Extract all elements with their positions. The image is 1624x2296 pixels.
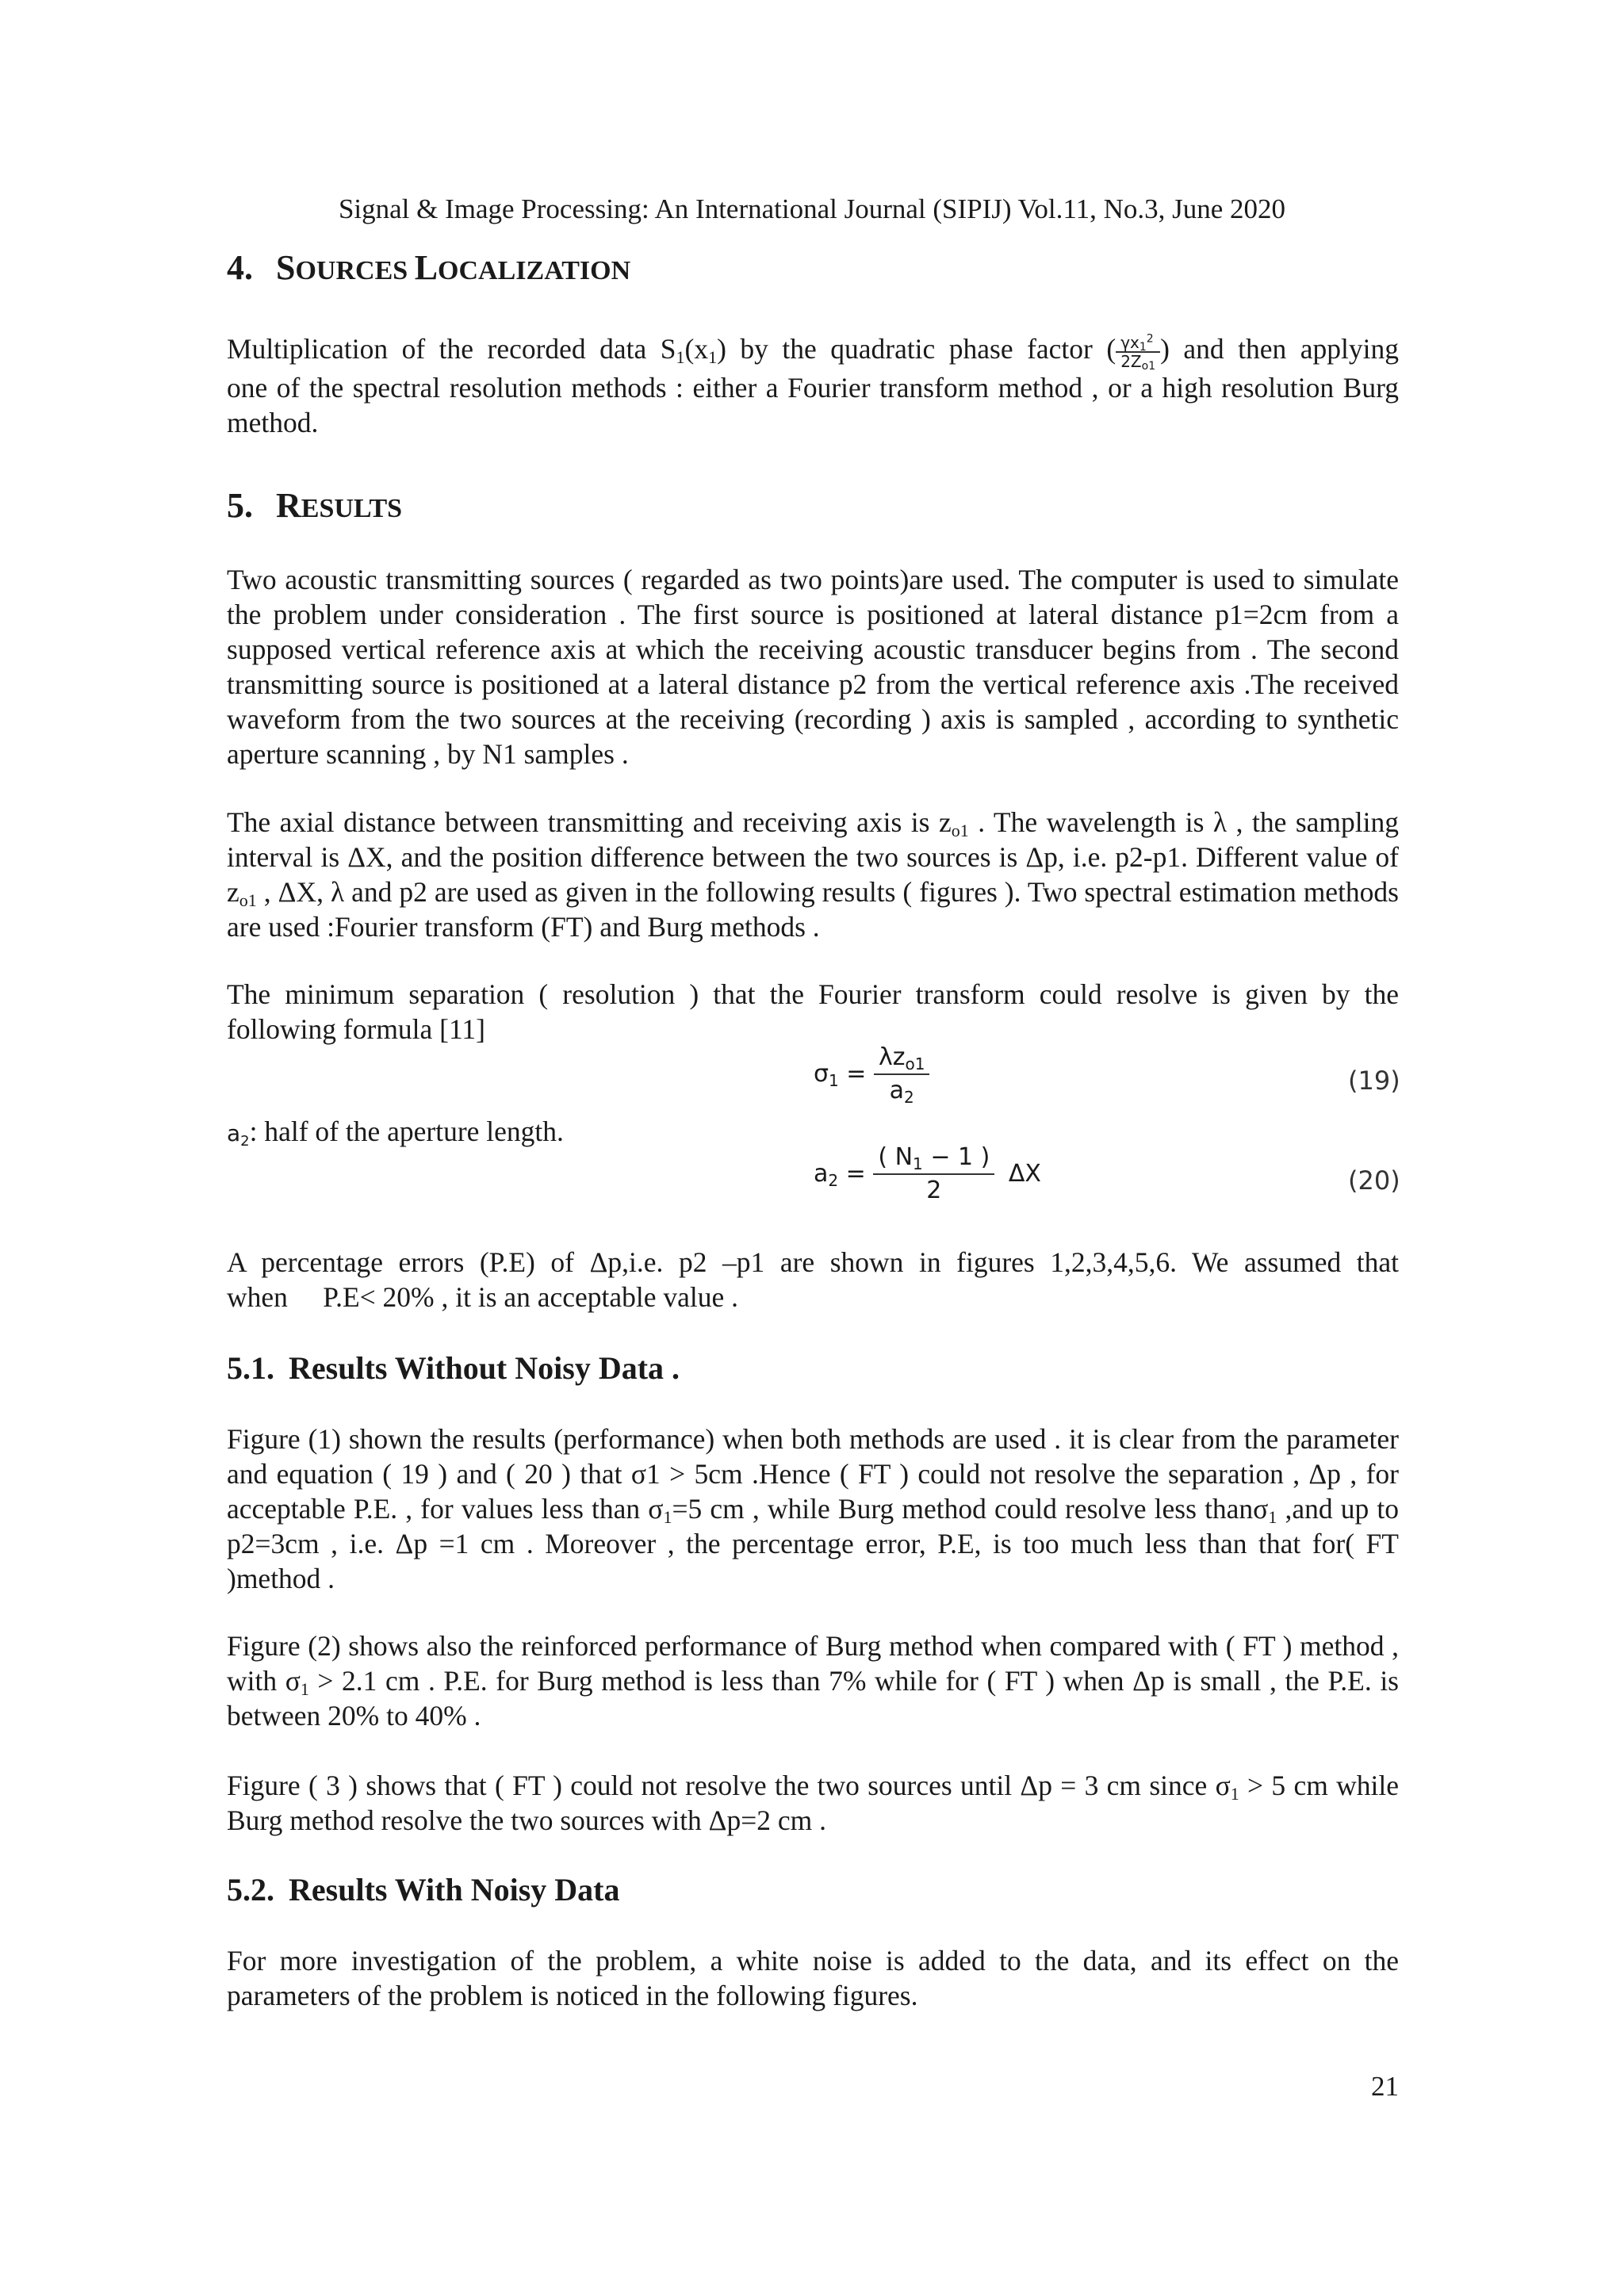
- text: . The wavelength is λ , the sampling interval is ΔX, and the position difference between the two sources is Δp, i.e. p2-p1. Different value of z: [227, 806, 1399, 908]
- fraction-numerator-tail: − 1 ): [922, 1143, 990, 1171]
- a2-description: [227, 1115, 564, 1148]
- text: > 2.1 cm . P.E. for Burg method is less than 7% while for ( FT ) when Δp is small , the P.E. is between 20% to 40% .: [227, 1665, 1399, 1732]
- fraction-numerator: ( N: [878, 1143, 914, 1171]
- equation-19: [814, 1042, 929, 1107]
- paragraph-line: when P.E< 20% , it is an acceptable value .: [227, 1281, 739, 1313]
- paragraph-text: [227, 1768, 1399, 1838]
- section-title: Results With Noisy Data: [289, 1872, 620, 1908]
- fraction: [874, 1042, 929, 1107]
- section-title: Results Without Noisy Data .: [289, 1350, 680, 1386]
- equals-sign: =: [838, 1160, 866, 1188]
- section-5-paragraph-4: [227, 1245, 1399, 1314]
- symbol: a: [814, 1160, 829, 1188]
- section-5-paragraph-1: [227, 562, 1399, 771]
- text: Figure (1) shown the results (performance) when both methods are used . it is clear from the parameter and equation ( 19 ) and ( 20 ) that σ1 > 5cm .Hence ( FT ) could not resolve the separation , Δp , for acceptable P.E. , for values less than σ: [227, 1423, 1399, 1525]
- title-rest: ESULTS: [301, 494, 403, 523]
- text: Figure (2) shows also the reinforced performance of Burg method when compared with ( FT ) method , with σ: [227, 1630, 1399, 1697]
- subscript: 1: [829, 1071, 839, 1090]
- subscript: o1: [239, 890, 257, 910]
- subscript: 1: [1139, 340, 1147, 354]
- section-number: 5.2.: [227, 1872, 274, 1908]
- fraction-numerator: γx: [1120, 332, 1139, 352]
- equation-tail: ΔX: [1008, 1160, 1041, 1188]
- subscript: 1: [1230, 1784, 1239, 1804]
- equation-20: [814, 1142, 1041, 1207]
- subscript: 2: [828, 1171, 839, 1190]
- text: The axial distance between transmitting and receiving axis is z: [227, 806, 952, 838]
- section-4-heading: [227, 247, 630, 288]
- subscript: 1: [913, 1154, 923, 1173]
- title-cap: R: [276, 486, 301, 525]
- subscript: 2: [904, 1088, 914, 1107]
- paragraph-text: [227, 1422, 1399, 1596]
- subscript: 1: [708, 347, 718, 367]
- text: (x: [684, 333, 709, 365]
- subscript: 1: [1268, 1507, 1277, 1527]
- paragraph-text: [227, 1628, 1399, 1733]
- paragraph-text: one of the spectral resolution methods : either a Fourier transform method , or a high resolution Burg method.: [227, 371, 1399, 438]
- text: : half of the aperture length.: [249, 1115, 564, 1147]
- subscript: o1: [951, 821, 969, 840]
- section-5-2-heading: [227, 1871, 619, 1908]
- section-number: 4.: [227, 248, 253, 287]
- title-cap: L: [414, 248, 439, 287]
- paragraph-text: [227, 805, 1399, 944]
- section-number: 5.: [227, 486, 253, 525]
- fraction-denominator: 2: [926, 1177, 942, 1204]
- fraction-denominator: a: [889, 1077, 905, 1104]
- section-5-1-paragraph-2: [227, 1628, 1399, 1733]
- subscript: 2: [240, 1133, 250, 1150]
- subscript: 1: [676, 347, 685, 367]
- text: , ΔX, λ and p2 are used as given in the following results ( figures ). Two spectral estimation methods are used :Fourier transform (FT) and Burg methods .: [227, 876, 1399, 943]
- title-cap: S: [276, 248, 296, 287]
- symbol: σ: [814, 1060, 829, 1088]
- section-5-2-paragraph-1: [227, 1943, 1399, 2013]
- paragraph-line: [227, 331, 1399, 373]
- section-5-paragraph-3: [227, 977, 1399, 1047]
- text: ) and then applying: [1160, 333, 1399, 365]
- equation-20-label: (20): [1348, 1165, 1400, 1196]
- page-number: 21: [1371, 2071, 1399, 2102]
- subscript: o1: [905, 1054, 925, 1073]
- section-number: 5.1.: [227, 1350, 274, 1386]
- subscript: 1: [300, 1679, 309, 1699]
- paragraph-text: Two acoustic transmitting sources ( regarded as two points)are used. The computer is used to simulate the problem under consideration . The first source is positioned at lateral distance p1=2cm from a supposed vertical reference axis at which the receiving acoustic transducer begins from . The second transmitting source is positioned at a lateral distance p2 from the vertical reference axis .The received waveform from the two sources at the receiving (recording ) axis is sampled , according to synthetic aperture scanning , by N1 samples .: [227, 564, 1399, 770]
- title-rest: OCALIZATION: [438, 256, 631, 285]
- fraction-numerator: λz: [878, 1043, 906, 1071]
- text: ) by the quadratic phase factor (: [717, 333, 1116, 365]
- text: Figure ( 3 ) shows that ( FT ) could not resolve the two sources until Δp = 3 cm since σ: [227, 1770, 1231, 1801]
- equation-lhs: [814, 1158, 866, 1190]
- fraction-denominator: 2Z: [1120, 351, 1142, 371]
- paragraph-line: A percentage errors (P.E) of Δp,i.e. p2 –p1 are shown in figures 1,2,3,4,5,6. We assumed that: [227, 1246, 1399, 1278]
- paragraph-text: For more investigation of the problem, a white noise is added to the data, and its effect on the parameters of the problem is noticed in the following figures.: [227, 1945, 1399, 2011]
- paragraph-text: The minimum separation ( resolution ) that the Fourier transform could resolve is given by the following formula [11]: [227, 978, 1399, 1045]
- section-5-1-heading: [227, 1349, 680, 1387]
- section-5-1-paragraph-3: [227, 1768, 1399, 1838]
- equals-sign: =: [838, 1060, 867, 1088]
- superscript: 2: [1146, 332, 1154, 346]
- section-5-paragraph-2: [227, 805, 1399, 944]
- title-rest: OURCES: [295, 256, 415, 285]
- text: Multiplication of the recorded data S: [227, 333, 676, 365]
- symbol: a: [227, 1120, 241, 1146]
- text: > 5 cm while Burg method resolve the two sources with Δp=2 cm .: [227, 1770, 1400, 1836]
- text: =5 cm , while Burg method could resolve less thanσ: [672, 1493, 1269, 1525]
- equation-19-label: (19): [1348, 1066, 1400, 1096]
- section-4-paragraph: [227, 331, 1399, 440]
- quadratic-phase-factor: [1116, 332, 1160, 373]
- subscript: o1: [1141, 359, 1156, 373]
- section-5-1-paragraph-1: [227, 1422, 1399, 1596]
- equation-lhs: [814, 1058, 866, 1090]
- fraction: [873, 1142, 994, 1207]
- text: ,and up to p2=3cm , i.e. Δp =1 cm . Moreover , the percentage error, P.E, is too much less than that for( FT )method .: [227, 1493, 1399, 1594]
- section-5-heading: [227, 485, 402, 526]
- running-header: Signal & Image Processing: An International Journal (SIPIJ) Vol.11, No.3, June 2020: [338, 193, 1286, 224]
- subscript: 1: [663, 1507, 672, 1527]
